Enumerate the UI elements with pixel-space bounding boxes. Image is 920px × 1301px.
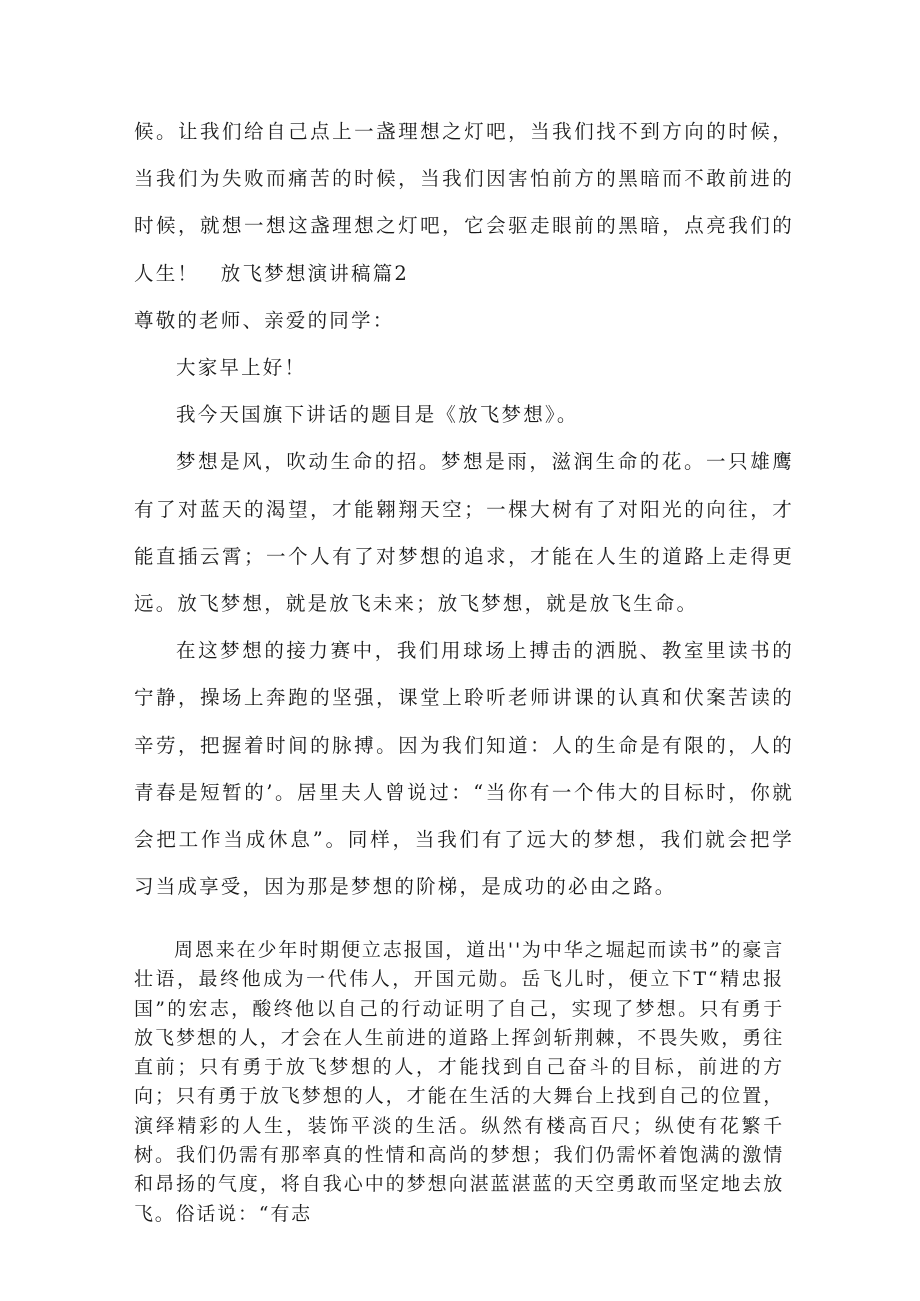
- speech-topic: 我今天国旗下讲话的题目是《放飞梦想》。: [176, 403, 579, 427]
- speech-section-upper: [134, 108, 794, 910]
- paragraph-zhou-enlai: 周恩来在少年时期便立志报国，道出''为中华之堀起而读书”的豪言壮语，最终他成为一代伟人，开国元勋。岳飞儿时，便立下T“精忠报国”的宏志，酸终他以自己的行动证明了自己，实现了梦想。只有勇于放飞梦想的人，才会在人生前进的道路上挥剑斩荆棘，不畏失败，勇往直前；只有勇于放飞梦想的人，才能找到自己奋斗的目标，前进的方向；只有勇于放飞梦想的人，才能在生活的大舞台上找到自己的位置，演绎精彩的人生，装饰平淡的生活。纵然有楼高百尺；纵使有花繁千树。我们仍需有那率真的性情和高尚的梦想；我们仍需怀着饱满的激情和昂扬的气度，将自我心中的梦想向湛蓝湛蓝的天空勇敢而坚定地去放飞。俗话说：“有志: [134, 939, 784, 1225]
- paragraph-closing-previous: 候。让我们给自己点上一盏理想之灯吧，当我们找不到方向的时候，当我们为失败而痛苦的时候，当我们因害怕前方的黑暗而不敢前进的时候，就想一想这盏理想之灯吧，它会驱走眼前的黑暗，点亮我们的人生！ 放飞梦想演讲稿篇2: [134, 120, 794, 285]
- speech-section-lower: [134, 936, 784, 1229]
- greeting: 大家早上好！: [176, 356, 307, 380]
- paragraph-dream-wind: 梦想是风，吹动生命的招。梦想是雨，滋润生命的花。一只雄鹰有了对蓝天的渴望，才能翱翔天空；一棵大树有了对阳光的向往，才能直插云霄；一个人有了对梦想的追求，才能在人生的道路上走得更远。放飞梦想，就是放飞未来；放飞梦想，就是放飞生命。: [134, 450, 794, 616]
- salutation: 尊敬的老师、亲爱的同学：: [134, 308, 395, 332]
- paragraph-relay-race: 在这梦想的接力赛中，我们用球场上搏击的洒脱、教室里读书的宁静，操场上奔跑的坚强，课堂上聆听老师讲课的认真和伏案苦读的辛劳，把握着时间的脉搏。因为我们知道：人的生命是有限的，人的青春是短暂的’。居里夫人曾说过：“当你有一个伟大的目标时，你就会把工作当成休息”。同样，当我们有了远大的梦想，我们就会把学习当成享受，因为那是梦想的阶梯，是成功的必由之路。: [134, 639, 794, 899]
